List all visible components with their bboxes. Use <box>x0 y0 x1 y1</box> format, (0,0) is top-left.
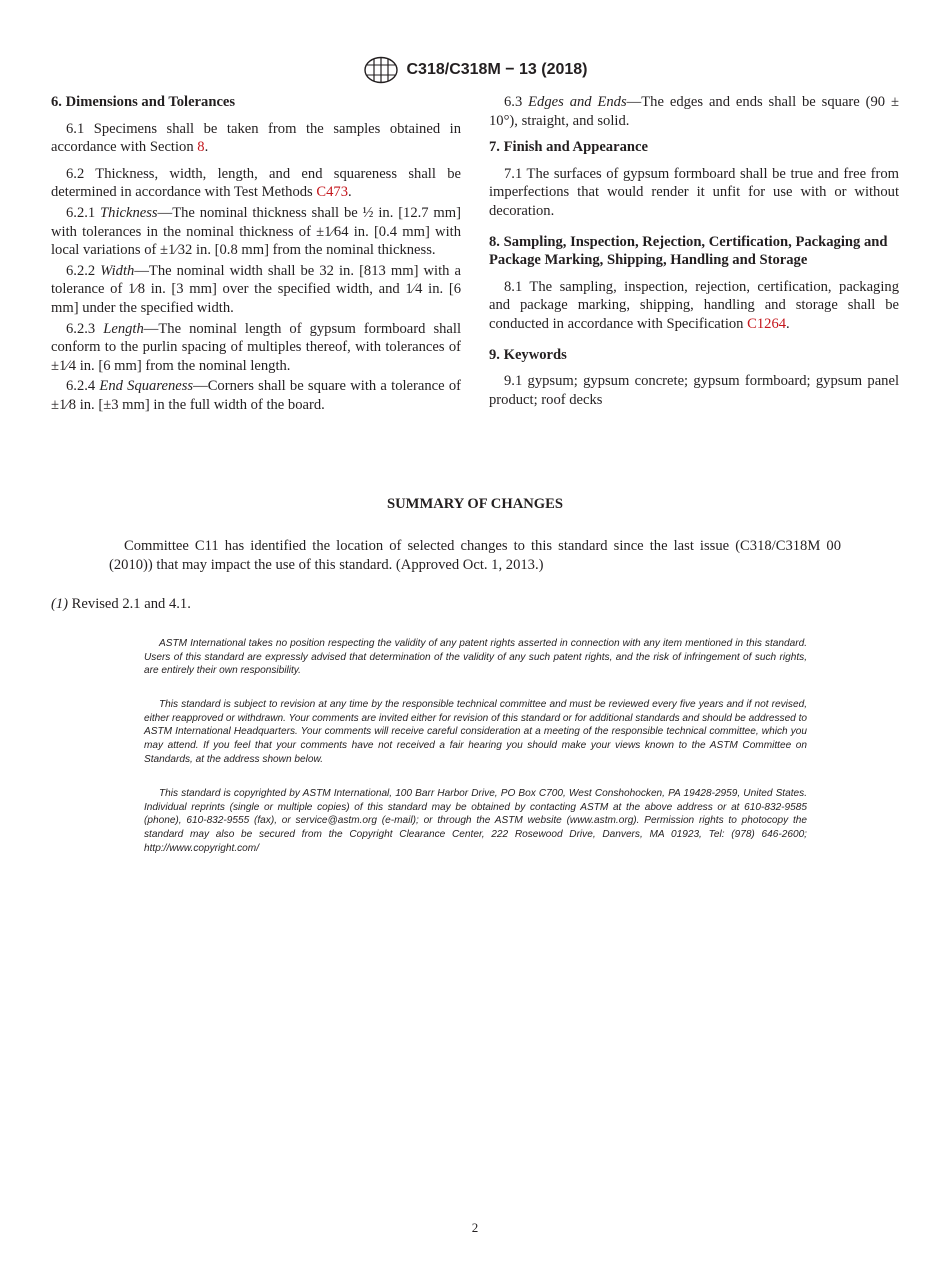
page-header <box>0 56 950 84</box>
section-8-link[interactable]: 8 <box>197 139 205 156</box>
revision-notice: This standard is subject to revision at any time by the responsible technical committee and must be reviewed every five years and if not revised, either reapproved or withdrawn. Your comments are invited either for revision of this standard or for additional standards and should be addressed to ASTM International Headquarters. Your comments will receive careful consideration at a meeting of the responsible technical committee, which you may attend. If you feel that your comments have not received a fair hearing you should make your views known to the ASTM Committee on Standards, at the address shown below. <box>144 699 808 765</box>
paragraph-9-1: 9.1 gypsum; gypsum concrete; gypsum formboard; gypsum panel product; roof decks <box>489 373 899 408</box>
paragraph-6-1: 6.1 Specimens shall be taken from the samples obtained in accordance with Section 8. <box>51 120 461 156</box>
copyright-notice: This standard is copyrighted by ASTM International, 100 Barr Harbor Drive, PO Box C700, West Conshohocken, PA 19428-2959, United States. Individual reprints (single or multiple copies) of this standard may be obtained by contacting ASTM at the above address or at 610-832-9585 (phone), 610-832-9555 (fax), or service@astm.org (e-mail); or through the ASTM website (www.astm.org). Permission rights to photocopy the standard may also be secured from the Copyright Clearance Center, 222 Rosewood Drive, Danvers, MA 01923, Tel: (978) 646-2600; http://www.copyright.com/ <box>144 788 807 854</box>
c473-link[interactable]: C473 <box>316 184 348 201</box>
section-6-heading: 6. Dimensions and Tolerances <box>51 94 236 110</box>
paragraph-8-1: 8.1 The sampling, inspection, rejection, certification, packaging and package marking, shipping, handling and storage shall be conducted in accordance with Specification C1264. <box>489 278 899 332</box>
section-8-heading: 8. Sampling, Inspection, Rejection, Certification, Packaging and Package Marking, Shipping, Handling and Storage <box>489 233 888 269</box>
paragraph-6-2-4: 6.2.4 End Squareness—Corners shall be square with a tolerance of ±1⁄8 in. [±3 mm] in the full width of the board. <box>51 378 461 413</box>
revision-note <box>51 596 191 613</box>
page-number: 2 <box>471 1220 479 1235</box>
paragraph-6-2: 6.2 Thickness, width, length, and end squareness shall be determined in accordance with Test Methods C473. <box>51 165 461 201</box>
paragraph-7-1: 7.1 The surfaces of gypsum formboard shall be true and free from imperfections that would render it unfit for use with or without decoration. <box>489 165 899 219</box>
standard-designation: C318/C318M − 13 (2018) <box>406 61 588 78</box>
left-column <box>51 93 461 417</box>
revision-label: (1) <box>51 596 69 612</box>
summary-of-changes-body: Committee C11 has identified the location of selected changes to this standard since the last issue (C318/C318M 00 (2010)) that may impact the use of this standard. (Approved Oct. 1, 2013.) <box>109 538 841 573</box>
paragraph-6-2-1: 6.2.1 Thickness—The nominal thickness shall be ½ in. [12.7 mm] with tolerances in the nominal thickness of ±1⁄64 in. [0.4 mm] with local variations of ±1⁄32 in. [0.8 mm] from the nominal thickness. <box>51 204 461 259</box>
right-column <box>489 93 899 411</box>
paragraph-6-2-3: 6.2.3 Length—The nominal length of gypsum formboard shall conform to the purlin spacing of multiples thereof, with tolerances of ±1⁄4 in. [6 mm] from the nominal length. <box>51 320 462 374</box>
paragraph-6-3: 6.3 Edges and Ends—The edges and ends shall be square (90 ± 10°), straight, and solid. <box>489 94 899 129</box>
patent-notice: ASTM International takes no position respecting the validity of any patent rights asserted in connection with any item mentioned in this standard. Users of this standard are expressly advised that determination of the validity of any such patent rights, and the risk of infringement of such rights, are entirely their own responsibility. <box>144 638 807 677</box>
c1264-link[interactable]: C1264 <box>747 315 787 332</box>
section-7-heading: 7. Finish and Appearance <box>489 139 648 156</box>
paragraph-6-2-2: 6.2.2 Width—The nominal width shall be 32 in. [813 mm] with a tolerance of 1⁄8 in. [3 mm] over the specified width, and 1⁄4 in. [6 mm] under the specified width. <box>51 262 461 316</box>
section-9-heading: 9. Keywords <box>489 346 567 363</box>
summary-of-changes-title: SUMMARY OF CHANGES <box>387 496 563 512</box>
astm-logo-icon <box>363 56 399 84</box>
revision-text: Revised 2.1 and 4.1. <box>68 596 191 612</box>
